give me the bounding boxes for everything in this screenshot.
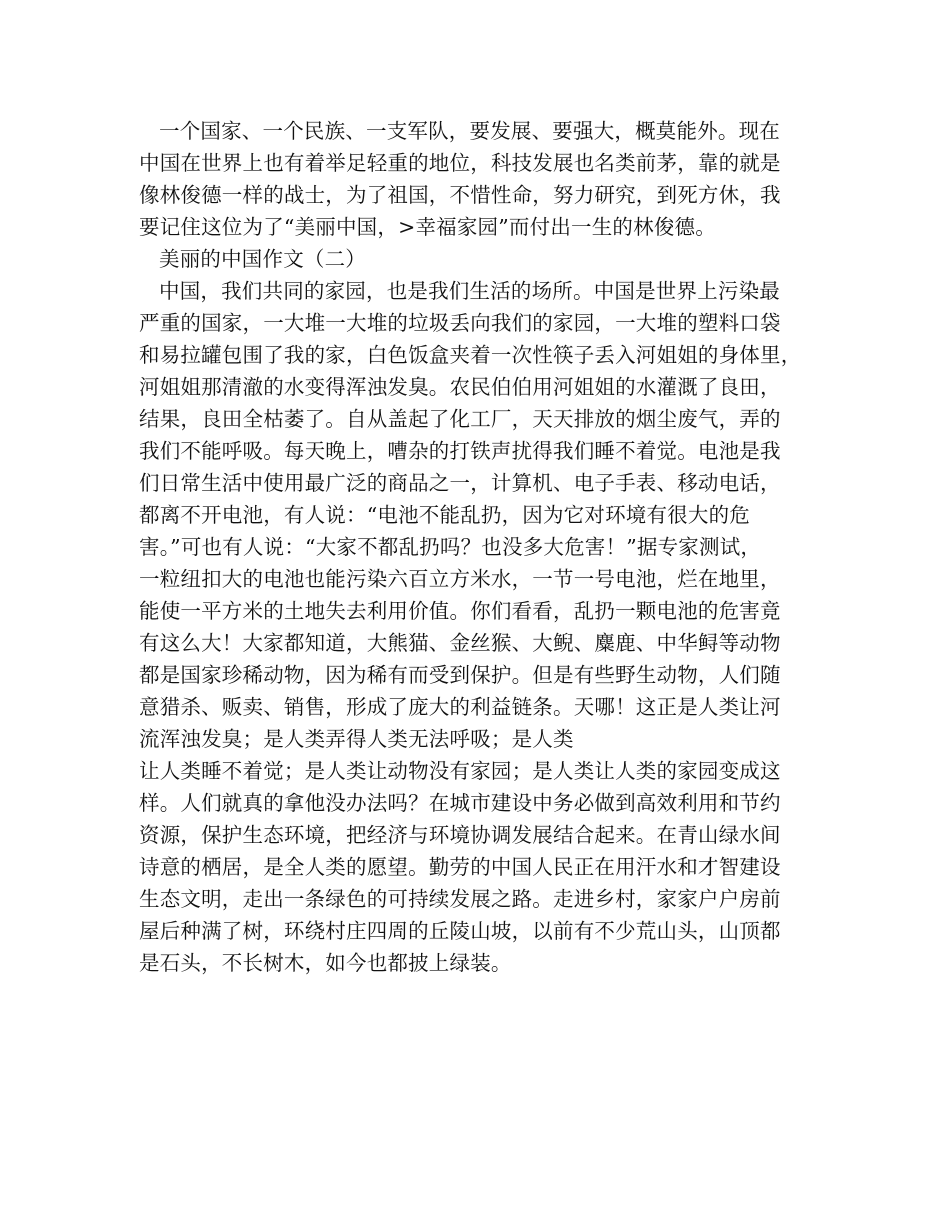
paragraph-line: 流浑浊发臭；是人类弄得人类无法呼吸；是人类 bbox=[139, 727, 574, 751]
paragraph-line: 是石头，不长树木，如今也都披上绿装。 bbox=[139, 951, 512, 975]
paragraph-line: 要记住这位为了“美丽中国，>幸福家园”而付出一生的林俊德。 bbox=[139, 215, 716, 239]
paragraph-line: 诗意的栖居，是全人类的愿望。勤劳的中国人民正在用汗水和才智建设 bbox=[139, 855, 781, 879]
paragraph-line: 中国在世界上也有着举足轻重的地位，科技发展也名类前茅，靠的就是 bbox=[139, 151, 781, 175]
paragraph-line: 生态文明，走出一条绿色的可持续发展之路。走进乡村，家家户户房前 bbox=[139, 887, 781, 911]
paragraph-line: 一粒纽扣大的电池也能污染六百立方米水，一节一号电池，烂在地里， bbox=[139, 567, 781, 591]
paragraph-line: 中国，我们共同的家园，也是我们生活的场所。中国是世界上污染最 bbox=[159, 279, 780, 303]
paragraph-line: 严重的国家，一大堆一大堆的垃圾丢向我们的家园，一大堆的塑料口袋 bbox=[139, 311, 781, 335]
paragraph-line: 一个国家、一个民族、一支军队，要发展、要强大，概莫能外。现在 bbox=[159, 119, 780, 143]
essay-subtitle: 美丽的中国作文（二） bbox=[159, 247, 366, 271]
essay-body bbox=[139, 115, 819, 979]
paragraph-line: 像林俊德一样的战士，为了祖国，不惜性命，努力研究，到死方休，我 bbox=[139, 183, 781, 207]
paragraph-line: 能使一平方米的土地失去利用价值。你们看看，乱扔一颗电池的危害竟 bbox=[139, 599, 781, 623]
paragraph-line: 让人类睡不着觉；是人类让动物没有家园；是人类让人类的家园变成这 bbox=[139, 759, 781, 783]
paragraph-line: 屋后种满了树，环绕村庄四周的丘陵山坡，以前有不少荒山头，山顶都 bbox=[139, 919, 781, 943]
paragraph-line: 害。”可也有人说：“大家不都乱扔吗？也没多大危害！”据专家测试， bbox=[139, 535, 762, 559]
paragraph-line: 和易拉罐包围了我的家，白色饭盒夹着一次性筷子丢入河姐姐的身体里， bbox=[139, 343, 802, 367]
paragraph-line: 样。人们就真的拿他没办法吗？在城市建设中务必做到高效利用和节约 bbox=[139, 791, 781, 815]
paragraph-line: 意猎杀、贩卖、销售，形成了庞大的利益链条。天哪！这正是人类让河 bbox=[139, 695, 781, 719]
paragraph-line: 有这么大！大家都知道，大熊猫、金丝猴、大鲵、麋鹿、中华鲟等动物 bbox=[139, 631, 781, 655]
paragraph-line: 都离不开电池，有人说：“电池不能乱扔，因为它对环境有很大的危 bbox=[139, 503, 750, 527]
paragraph-line: 我们不能呼吸。每天晚上，嘈杂的打铁声扰得我们睡不着觉。电池是我 bbox=[139, 439, 781, 463]
paragraph-line: 结果，良田全枯萎了。自从盖起了化工厂，天天排放的烟尘废气，弄的 bbox=[139, 407, 781, 431]
paragraph-line: 都是国家珍稀动物，因为稀有而受到保护。但是有些野生动物，人们随 bbox=[139, 663, 781, 687]
paragraph-line: 们日常生活中使用最广泛的商品之一，计算机、电子手表、移动电话， bbox=[139, 471, 781, 495]
paragraph-line: 资源，保护生态环境，把经济与环境协调发展结合起来。在青山绿水间 bbox=[139, 823, 781, 847]
paragraph-line: 河姐姐那清澈的水变得浑浊发臭。农民伯伯用河姐姐的水灌溉了良田， bbox=[139, 375, 781, 399]
